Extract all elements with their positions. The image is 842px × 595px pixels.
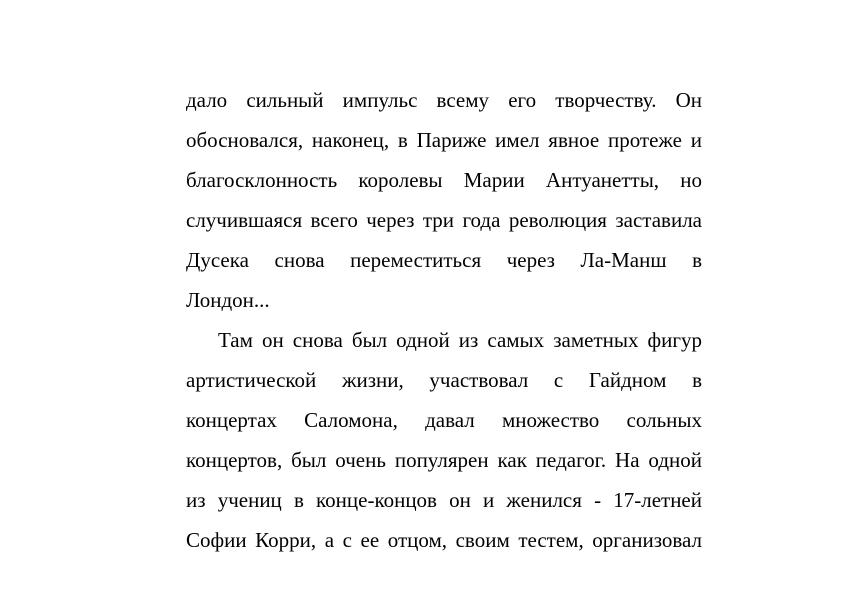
text-line-paragraph-start: Там он снова был одной из самых заметных фигур: [218, 328, 702, 352]
text-line: дало сильный импульс всему его творчеству. Он: [186, 88, 702, 112]
text-line: из учениц в конце-концов он и женился - 17-летней: [186, 488, 702, 512]
text-line-paragraph-end: Лондон...: [186, 288, 270, 312]
text-line: Дусека снова переместиться через Ла-Манш в: [186, 248, 702, 272]
text-line: концертов, был очень популярен как педагог. На одной: [186, 448, 702, 472]
text-line: Софии Корри, а с ее отцом, своим тестем, организовал: [186, 528, 702, 552]
text-line: обосновался, наконец, в Париже имел явное протеже и: [186, 128, 702, 152]
text-line: артистической жизни, участвовал с Гайдном в: [186, 368, 702, 392]
text-line: концертах Саломона, давал множество сольных: [186, 408, 702, 432]
text-line: случившаяся всего через три года революция заставила: [186, 208, 702, 232]
text-line: благосклонность королевы Марии Антуанетты, но: [186, 168, 702, 192]
body-text: [186, 84, 702, 564]
